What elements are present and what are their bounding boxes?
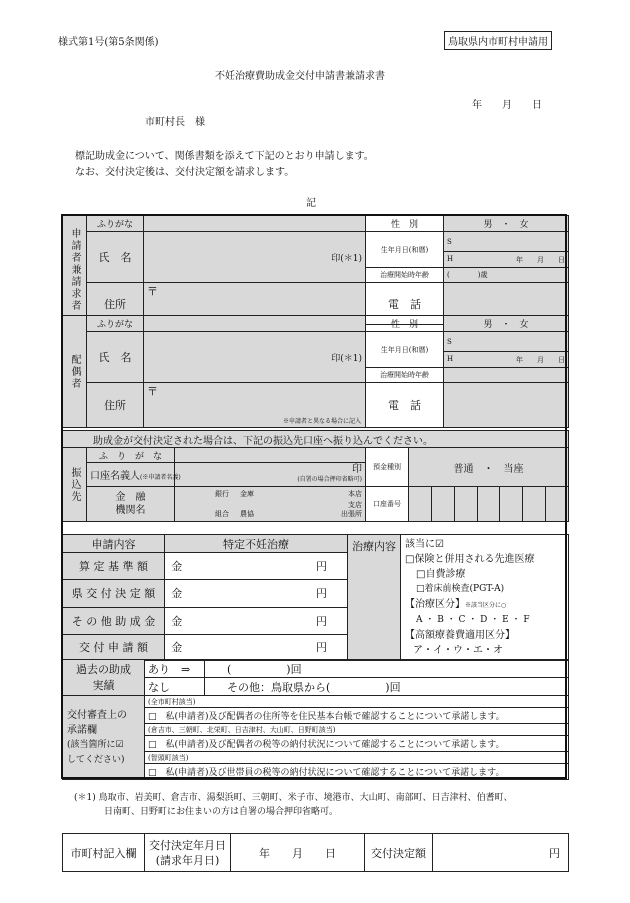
- account-holder-label: [87, 463, 181, 487]
- applicant-era-s[interactable]: S: [444, 232, 569, 252]
- intro-line-1: 標記助成金について、関係書類を添えて下記のとおり申請します。: [75, 151, 374, 162]
- digit-box[interactable]: [432, 487, 455, 521]
- spouse-birth-label: 生年月日(和暦): [366, 332, 444, 368]
- applicant-furigana-label: ふりがな: [87, 216, 144, 232]
- consent-checkbox-3[interactable]: □ 私(申請者)及び世帯員の税等の納付状況について確認することについて承諾します。: [145, 764, 569, 780]
- applicant-sex-field[interactable]: 男 ・ 女: [444, 216, 569, 232]
- amount-unit: 円: [316, 587, 327, 601]
- treatment-check-title: 該当に☑: [405, 539, 444, 550]
- consent-label-4: してください): [67, 754, 125, 765]
- bank-section-label: 振込先: [63, 448, 87, 522]
- consent-checkbox-2[interactable]: □ 私(申請者)及び配偶者の税等の納付状況について確認することについて承諾します。: [145, 736, 569, 752]
- institution-label: [87, 487, 175, 522]
- amount-field[interactable]: [189, 634, 348, 660]
- account-number-field[interactable]: [409, 487, 569, 522]
- applicant-name-label: 氏 名: [87, 232, 144, 283]
- consent-label-2: 承諾欄: [67, 724, 97, 736]
- treatment-options: [401, 535, 569, 661]
- amount-field[interactable]: [189, 580, 348, 607]
- digit-box[interactable]: [500, 487, 523, 521]
- spouse-section-label: 配偶者: [63, 316, 87, 428]
- treatment-option-1[interactable]: □保険と併用される先進医療: [405, 554, 535, 565]
- amount-prefix: 金: [165, 634, 189, 660]
- high-cost-values[interactable]: ア・イ・ウ・エ・オ: [413, 645, 503, 656]
- amount-prefix: 金: [165, 553, 189, 580]
- spouse-furigana-field[interactable]: [144, 316, 366, 332]
- amount-row-label: そ の 他 助 成 金: [63, 607, 165, 634]
- holder-text: 口座名義人: [90, 471, 140, 482]
- decision-date-label-2: (請求年月日): [155, 853, 220, 867]
- past-label-2: 実績: [92, 678, 115, 692]
- spouse-furigana-label: ふりがな: [87, 316, 144, 332]
- amount-field[interactable]: [189, 607, 348, 634]
- high-cost-title: 【高額療養費適用区分】: [405, 630, 515, 641]
- date-line: 年 月 日: [472, 100, 542, 111]
- spouse-address-note: ※申請者と異なる場合に記入: [282, 418, 361, 425]
- spouse-name-label: 氏 名: [87, 332, 144, 383]
- holder-seal: 印: [352, 463, 362, 475]
- bank-furigana-field[interactable]: [175, 448, 366, 463]
- spouse-era-s[interactable]: S: [444, 332, 569, 352]
- content-label: 申請内容: [63, 535, 165, 553]
- consent-checkbox-1[interactable]: □ 私(申請者)及び配偶者の住所等を住民基本台帳で確認することについて承諾します。: [145, 708, 569, 724]
- amount-row-label: 算 定 基 準 額: [63, 553, 165, 580]
- deposit-type-label: 預金種別: [366, 448, 409, 487]
- union-label: 組合: [215, 510, 229, 518]
- consent-table: [62, 695, 569, 780]
- past-no-option[interactable]: なし: [145, 678, 205, 696]
- category-note: ※該当区分に○: [465, 602, 507, 609]
- past-other-field[interactable]: その他：鳥取県から( )回: [205, 678, 569, 696]
- applicant-name-field[interactable]: [144, 232, 366, 283]
- amount-row-label: 県 交 付 決 定 額: [63, 580, 165, 607]
- applicant-address-label: 住所: [87, 283, 144, 325]
- spouse-sex-label: 性 別: [366, 316, 444, 332]
- past-yes-option[interactable]: あり ⇒: [145, 660, 205, 678]
- spouse-table: [62, 315, 569, 428]
- digit-box[interactable]: [409, 487, 432, 521]
- applicant-seal: 印(＊1): [331, 253, 362, 264]
- footnote-line-1: (＊1) 鳥取市、岩美町、倉吉市、湯梨浜町、三朝町、米子市、境港市、大山町、南部町、日吉津村、伯耆町、: [74, 793, 513, 803]
- decision-date-label: [145, 834, 231, 872]
- institution-label-2: 機関名: [115, 505, 146, 516]
- applicant-furigana-field[interactable]: [144, 216, 366, 232]
- applicant-age-label: 治療開始時年齢: [366, 268, 444, 283]
- spouse-seal: 印(＊1): [331, 353, 362, 364]
- consent-label-1: 交付審査上の: [67, 709, 127, 721]
- decision-date-field[interactable]: 年 月 日: [231, 834, 365, 872]
- consent-label-3: (該当箇所に☑: [67, 739, 124, 750]
- spouse-phone-label: 電 話: [366, 383, 444, 428]
- spouse-address-field[interactable]: [144, 383, 366, 428]
- decision-amount-label: 交付決定額: [365, 834, 433, 872]
- applicant-sex-label: 性 別: [366, 216, 444, 232]
- agri-label: 農協: [240, 510, 254, 518]
- decision-amount-unit: 円: [549, 846, 560, 860]
- bank-notice: 助成金が交付決定された場合は、下記の振込先口座へ振り込んでください。: [63, 431, 569, 448]
- treatment-option-2[interactable]: □自費診療: [416, 569, 466, 580]
- spouse-age-label: 治療開始時年齢: [366, 368, 444, 383]
- past-label: [63, 660, 145, 696]
- treatment-option-3[interactable]: □着床前検査(PGT-A): [416, 584, 505, 594]
- usage-badge: 鳥取県内市町村申請用: [444, 31, 552, 50]
- sub-branch-label: 出張所: [341, 510, 362, 518]
- municipal-label: 市町村記入欄: [63, 834, 145, 872]
- holder-seal-note: (自署の場合押印省略可): [297, 475, 362, 483]
- digit-box[interactable]: [523, 487, 546, 521]
- bank-table: [62, 430, 569, 522]
- consent-group-3-title: (智頭町該当): [145, 752, 569, 764]
- amount-prefix: 金: [165, 580, 189, 607]
- applicant-table: [62, 215, 569, 325]
- spouse-sex-field[interactable]: 男 ・ 女: [444, 316, 569, 332]
- applicant-birth-value: 年 月 日: [516, 255, 565, 264]
- head-office-label: 本店: [348, 490, 362, 498]
- addressee: 市町村長 様: [145, 117, 205, 128]
- amount-unit: 円: [316, 641, 327, 655]
- decision-amount-field[interactable]: [433, 834, 569, 872]
- applicant-birth-label: 生年月日(和暦): [366, 232, 444, 268]
- consent-group-2-title: (倉吉市、三朝町、北栄町、日吉津村、大山町、日野町該当): [145, 724, 569, 736]
- spouse-phone-field[interactable]: [444, 383, 569, 428]
- past-table: [62, 659, 569, 696]
- category-title: 【治療区分】: [405, 599, 465, 610]
- deposit-type-field[interactable]: 普通 ・ 当座: [409, 448, 569, 487]
- decision-date-label-1: 交付決定年月日: [149, 838, 226, 852]
- applicant-postal-mark: 〒: [147, 285, 158, 298]
- form-number: 様式第1号(第5条関係): [58, 37, 159, 48]
- consent-label: [63, 696, 145, 780]
- spouse-birth-value: 年 月 日: [516, 355, 565, 364]
- amount-unit: 円: [316, 614, 327, 628]
- spouse-address-label: 住所: [87, 383, 144, 428]
- spouse-postal-mark: 〒: [147, 385, 158, 398]
- footnote-line-2: 日南町、日野町にお住まいの方は自署の場合押印省略可。: [104, 807, 339, 817]
- page-title: 不妊治療費助成金交付申請書兼請求書: [215, 71, 385, 82]
- applicant-era-h: H: [447, 254, 454, 263]
- spouse-era-h: H: [447, 354, 454, 363]
- past-label-1: 過去の助成: [76, 662, 131, 676]
- amount-row-label: 交 付 申 請 額: [63, 634, 165, 660]
- past-count-field[interactable]: ( )回: [205, 660, 569, 678]
- holder-note: (※申請者名義): [140, 474, 181, 481]
- branch-label: 支店: [348, 501, 362, 509]
- applicant-birth-field[interactable]: [444, 252, 569, 268]
- digit-box[interactable]: [455, 487, 478, 521]
- digit-box[interactable]: [478, 487, 501, 521]
- digit-box[interactable]: [546, 487, 568, 521]
- bank-furigana-label: ふ り が な: [87, 448, 175, 463]
- spouse-birth-field[interactable]: [444, 352, 569, 368]
- category-values[interactable]: A ・ B ・ C ・ D ・ E ・ F: [416, 615, 530, 625]
- bank-label: 銀行: [215, 490, 229, 498]
- institution-field[interactable]: [175, 487, 366, 522]
- intro-line-2: なお、交付決定後は、交付決定額を請求します。: [75, 167, 295, 178]
- institution-label-1: 金 融: [115, 492, 146, 503]
- request-table: [62, 534, 569, 661]
- ki-mark: 記: [306, 198, 316, 209]
- account-number-label: 口座番号: [366, 487, 409, 522]
- applicant-phone-label: 電 話: [366, 283, 444, 325]
- consent-group-1-title: (全市町村該当): [145, 696, 569, 708]
- amount-prefix: 金: [165, 607, 189, 634]
- applicant-age-field[interactable]: ( )歳: [444, 268, 569, 283]
- vault-label: 金庫: [240, 490, 254, 498]
- amount-unit: 円: [316, 560, 327, 574]
- account-holder-field[interactable]: [175, 463, 366, 487]
- municipal-table: [62, 833, 569, 872]
- content-value: 特定不妊治療: [165, 535, 348, 553]
- treatment-label: 治療内容: [348, 535, 401, 661]
- amount-field[interactable]: [189, 553, 348, 580]
- spouse-age-field[interactable]: [444, 368, 569, 383]
- applicant-section-label: 申請者兼請求者: [63, 216, 87, 325]
- spouse-name-field[interactable]: [144, 332, 366, 383]
